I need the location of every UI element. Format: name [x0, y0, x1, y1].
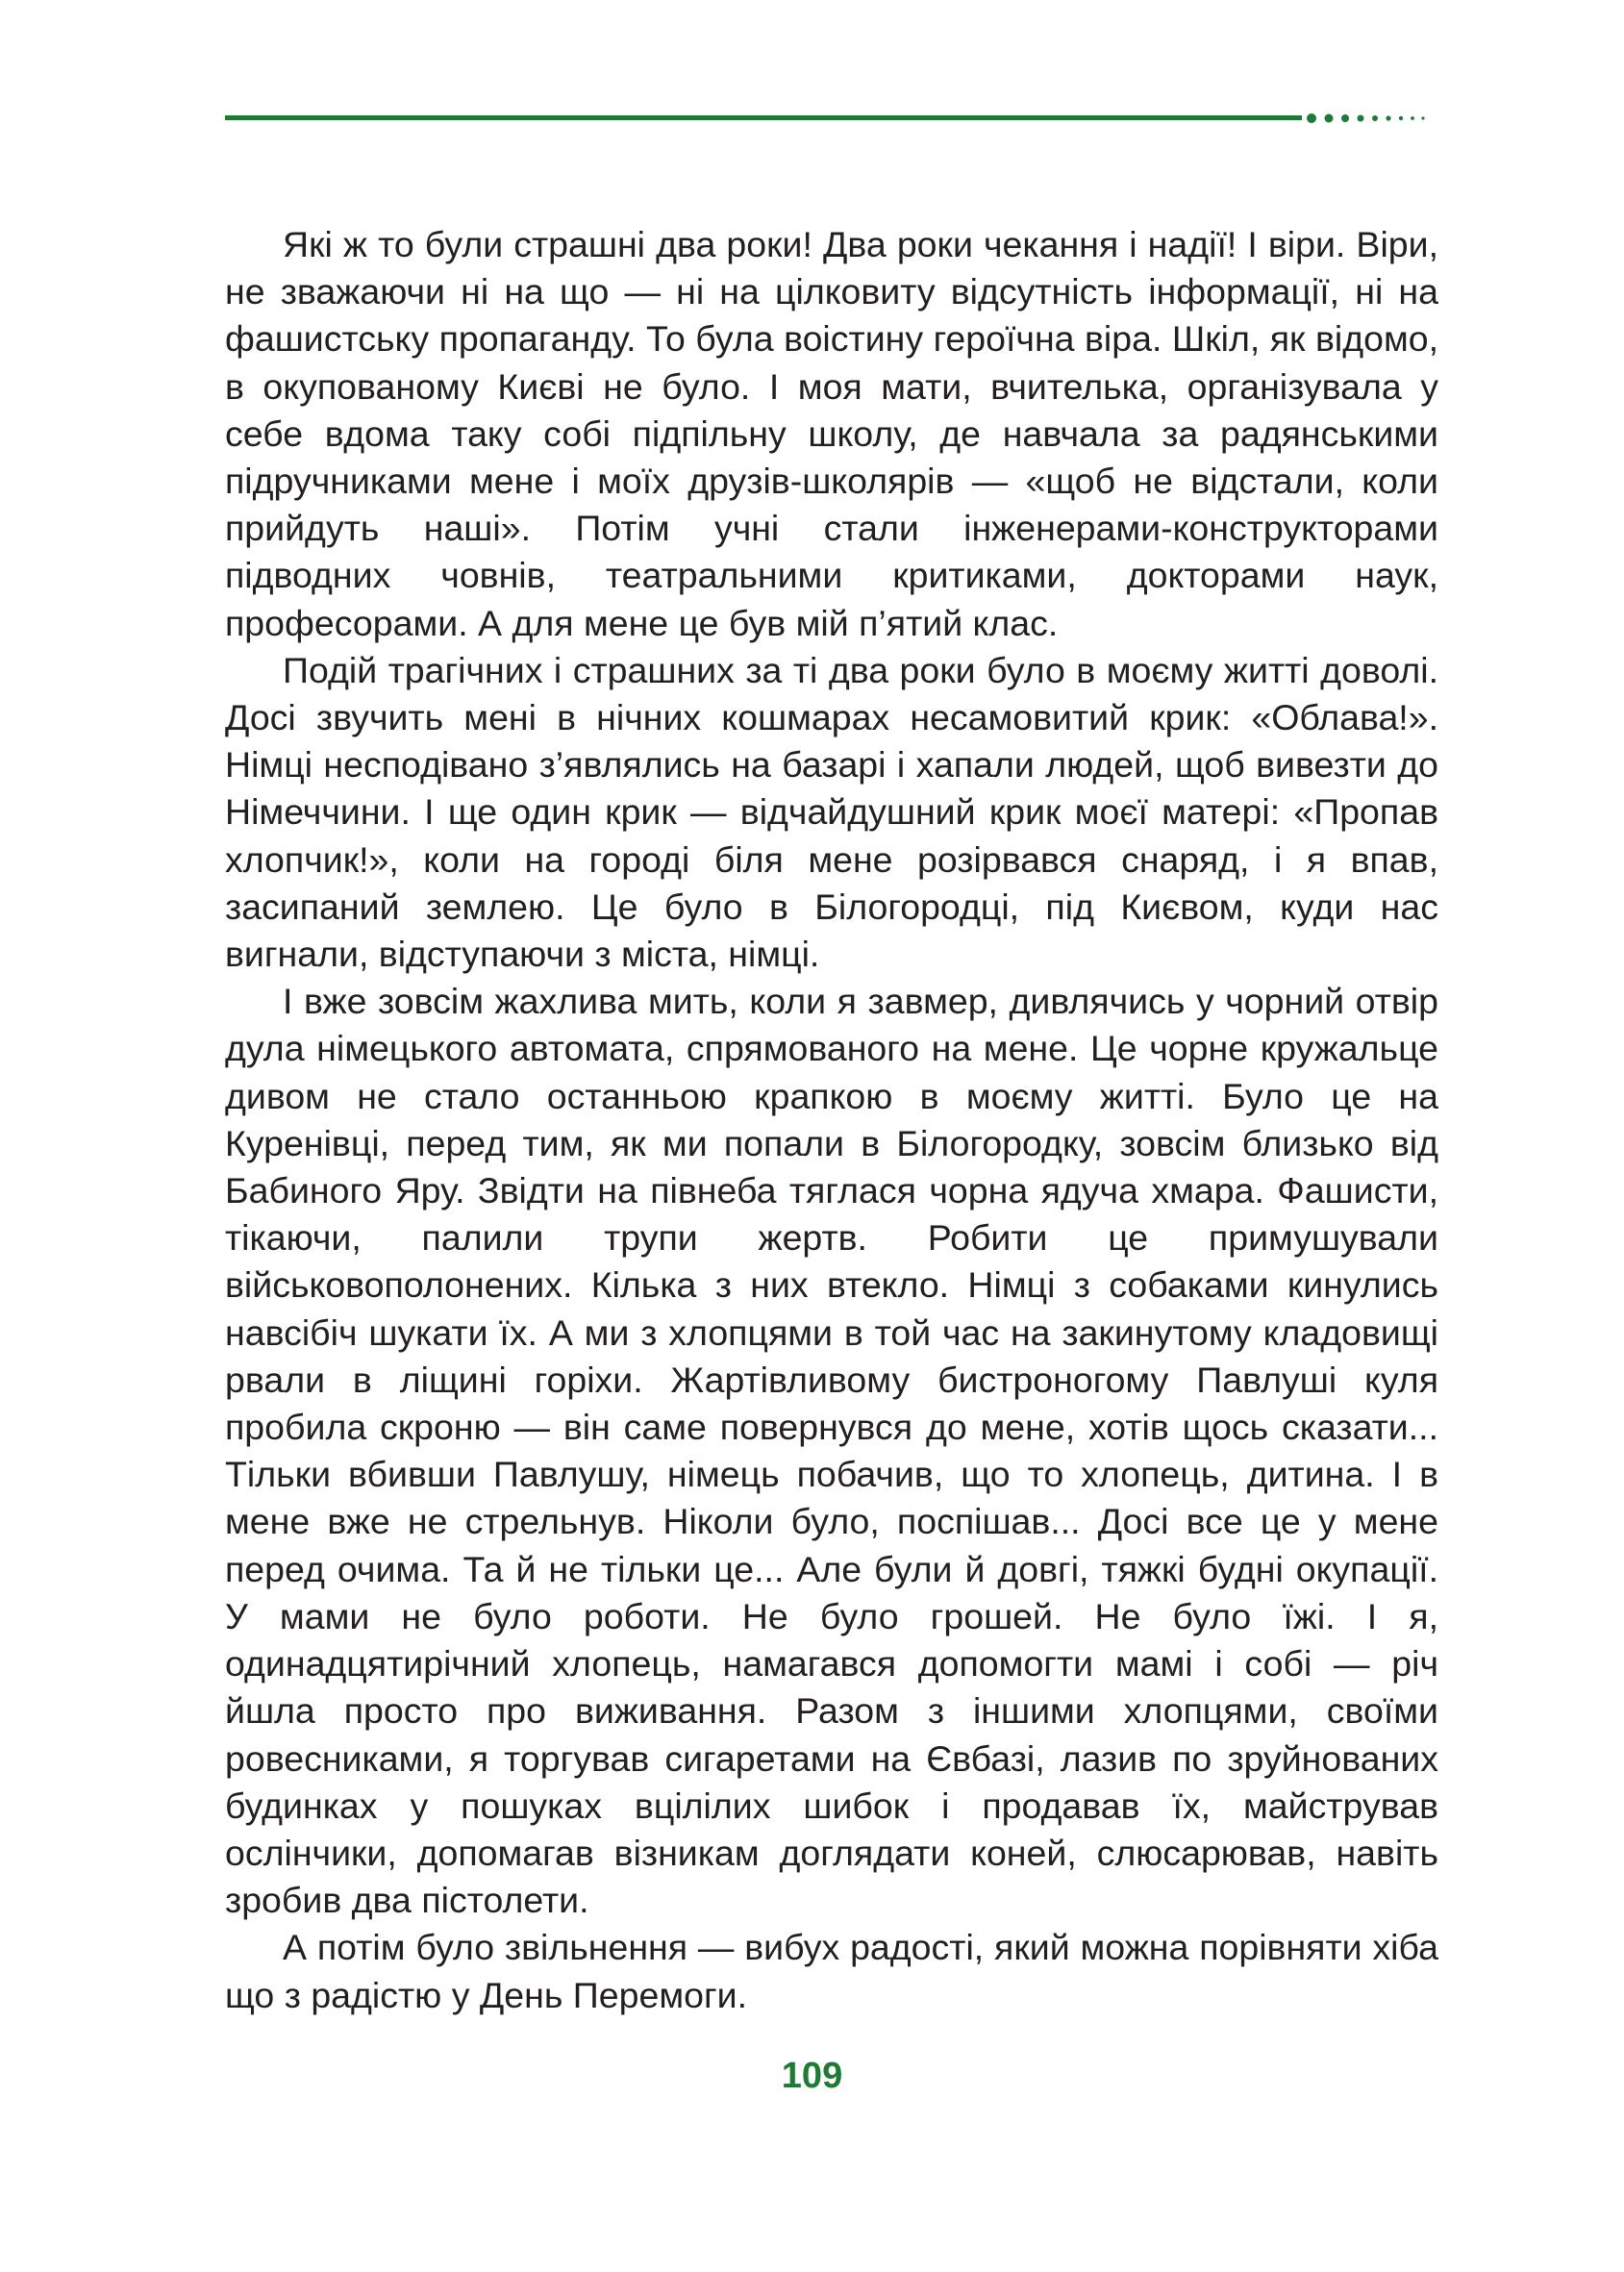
paragraph: І вже зовсім жахлива мить, коли я завмер, дивлячись у чорний отвір дула німецького автомата, спрямованого на мене. Це чорне кружальце дивом не стало останньою крапкою в моєму житті. Було це на Куренівці, перед тим, як ми попали в Білогородку, зовсім близько від Бабиного Яру. Звідти на півнеба тяглася чорна ядуча хмара. Фашисти, тікаючи, палили трупи жертв. Робити це примушували військовополонених. Кілька з них втекло. Німці з собаками кинулись навсібіч шукати їх. А ми з хлопцями в той час на закинутому кладовищі рвали в ліщині горіхи. Жартівливому бистроногому Павлуші куля пробила скроню — він саме повернувся до мене, хотів щось сказати... Тільки вбивши Павлушу, німець побачив, що то хлопець, дитина. І в мене вже не стрельнув. Ніколи було, поспішав... Досі все це у мене перед очима. Та й не тільки це... Але були й довгі, тяжкі будні окупації. У мами не було роботи. Не було грошей. Не було їжі. І я, одинадцятирічний хлопець, намагався допомогти мамі і собі — річ йшла просто про виживання. Разом з іншими хлопцями, своїми ровесниками, я торгував сигаретами на Євбазі, лазив по зруйнованих будинках у пошуках вцілілих шибок і продавав їх, майстрував ослінчики, допомагав візникам доглядати коней, слюсарював, навіть зробив два пістолети.	[225, 981, 1438, 1921]
body-text	[225, 221, 1438, 2019]
header-rule	[225, 115, 1302, 120]
paragraph: Які ж то були страшні два роки! Два роки чекання і надії! І віри. Віри, не зважаючи ні на що — ні на цілковиту відсутність інформації, ні на фашистську пропаганду. То була воістину героїчна віра. Шкіл, як відомо, в окупованому Києві не було. І моя мати, вчителька, організувала у себе вдома таку собі підпільну школу, де навчала за радянськими підручниками мене і моїх друзів-школярів — «щоб не відстали, коли прийдуть наші». Потім учні стали інженерами-конструкторами підводних човнів, театральними критиками, докторами наук, професорами. А для мене це був мій п’ятий клас.	[225, 224, 1438, 643]
paragraph: А потім було звільнення — вибух радості, який можна порівняти хіба що з радістю у День Перемоги.	[225, 1927, 1438, 2015]
paragraph: Подій трагічних і страшних за ті два роки було в моєму житті доволі. Досі звучить мені в нічних кошмарах несамовитий крик: «Облава!». Німці несподівано з’являлись на базарі і хапали людей, щоб вивезти до Німеччини. І ще один крик — відчайдушний крик моєї матері: «Пропав хлопчик!», коли на городі біля мене розірвався снаряд, і я впав, засипаний землею. Це було в Білогородці, під Києвом, куди нас вигнали, відступаючи з міста, німці.	[225, 649, 1438, 975]
header-dots-ornament	[1306, 111, 1440, 126]
page-number: 109	[781, 2056, 843, 2096]
